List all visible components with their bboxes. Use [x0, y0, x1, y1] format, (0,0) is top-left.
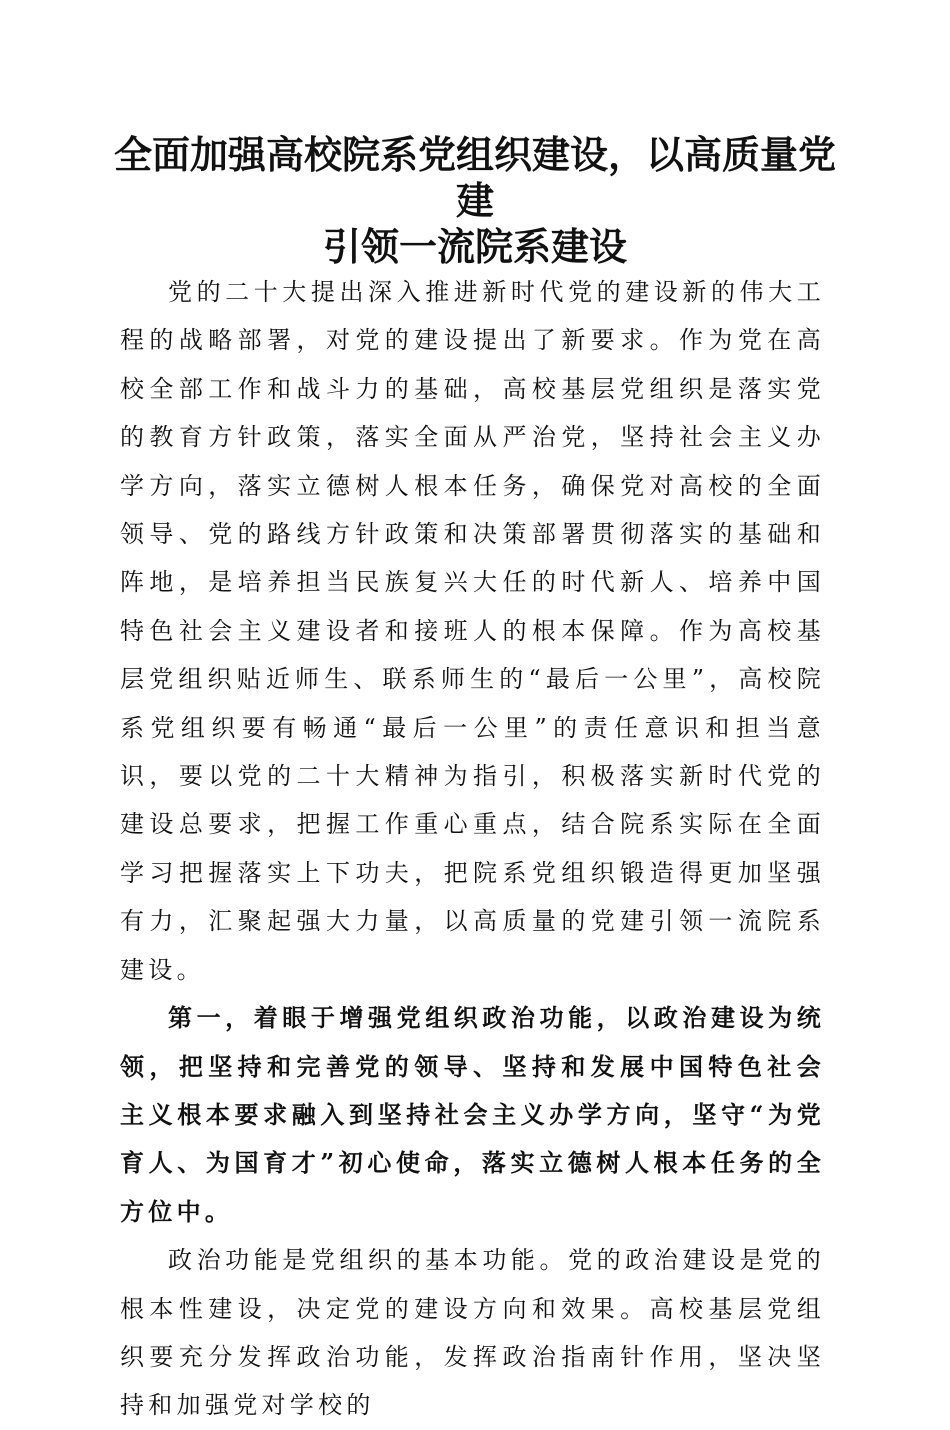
title-line-1: 全面加强高校院系党组织建设，以高质量党建	[113, 132, 836, 223]
paragraph-point-one: 第一，着眼于增强党组织政治功能，以政治建设为统领，把坚持和完善党的领导、坚持和发展中国特色社会主义根本要求融入到坚持社会主义办学方向，坚守“为党育人、为国育才”初心使命，落实立德树人根本任务的全方位中。	[120, 1003, 825, 1226]
paragraph-intro: 党的二十大提出深入推进新时代党的建设新的伟大工程的战略部署，对党的建设提出了新要求。作为党在高校全部工作和战斗力的基础，高校基层党组织是落实党的教育方针政策，落实全面从严治党，坚持社会主义办学方向，落实立德树人根本任务，确保党对高校的全面领导、党的路线方针政策和决策部署贯彻落实的基础和阵地，是培养担当民族复兴大任的时代新人、培养中国特色社会主义建设者和接班人的根本保障。作为高校基层党组织贴近师生、联系师生的“最后一公里”，高校院系党组织要有畅通“最后一公里”的责任意识和担当意识，要以党的二十大精神为指引，积极落实新时代党的建设总要求，把握工作重心重点，结合院系实际在全面学习把握落实上下功夫，把院系党组织锻造得更加坚强有力，汇聚起强大力量，以高质量的党建引领一流院系建设。	[120, 278, 825, 984]
title-line-2: 引领一流院系建设	[322, 224, 627, 269]
document-title	[100, 132, 850, 270]
document-body	[120, 268, 825, 1430]
paragraph-political-function: 政治功能是党组织的基本功能。党的政治建设是党的根本性建设，决定党的建设方向和效果。高校基层党组织要充分发挥政治功能，发挥政治指南针作用，坚决坚持和加强党对学校的	[120, 1246, 825, 1420]
